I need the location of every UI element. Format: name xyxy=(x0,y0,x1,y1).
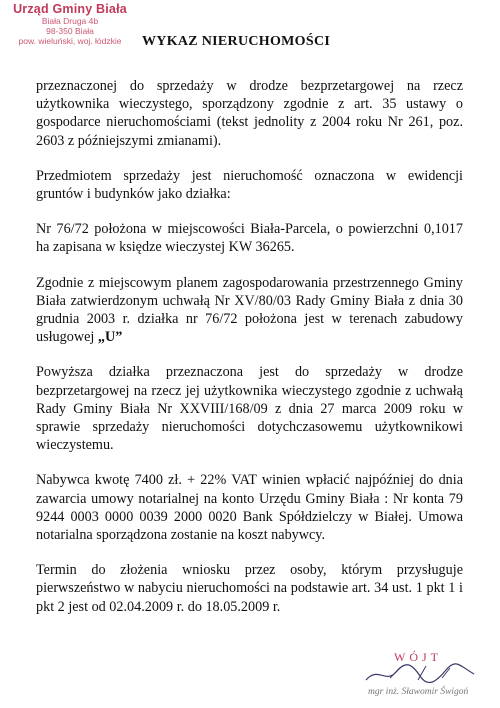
paragraph-payment: Nabywca kwotę 7400 zł. + 22% VAT winien wpłacić najpóźniej do dnia zawarcia umowy notarialnej na konto Urzędu Gminy Biała : Nr konta 79 9244 0003 0000 0039 2000 0020 Bank Spółdzielczy w Białej. Umowa notarialna sporządzona zostanie na koszt nabywcy. xyxy=(36,472,463,544)
paragraph-purpose: przeznaczonej do sprzedaży w drodze bezprzetargowej na rzecz użytkownika wieczystego, sporządzony zgodnie z art. 35 ustawy o gospodarce nieruchomościami (tekst jednolity z 2004 roku Nr 261, poz. 2603 z późniejszymi zmianami). xyxy=(36,78,463,149)
paragraph-subject: Przedmiotem sprzedaży jest nieruchomość oznaczona w ewidencji gruntów i budynków jako działka: xyxy=(36,167,463,203)
stamp-office-name: Urząd Gminy Biała xyxy=(13,2,127,16)
stamp-county: pow. wieluński, woj. łódzkie xyxy=(18,36,122,46)
signature-block xyxy=(360,640,496,702)
paragraph-deadline: Termin do złożenia wniosku przez osoby, którym przysługuje pierwszeństwo w nabyciu nieruchomości na podstawie art. 34 ust. 1 pkt 1 i pkt 2 jest od 02.04.2009 r. do 18.05.2009 r. xyxy=(36,562,463,615)
stamp-street: Biała Druga 4b xyxy=(41,16,99,26)
document-body xyxy=(36,77,463,616)
stamp-postcode-city: 98-350 Biała xyxy=(46,26,94,36)
paragraph-sale-basis: Powyższa działka przeznaczona jest do sprzedaży w drodze bezprzetargowej na rzecz jej użytkownika wieczystego zgodnie z uchwałą Rady Gminy Biała Nr XXVIII/168/09 z dnia 27 marca 2009 roku w sprawie sprzedaży nieruchomości dotychczasowemu użytkownikowi wieczystemu. xyxy=(36,364,463,454)
paragraph-zoning xyxy=(36,274,463,347)
paragraph-parcel: Nr 76/72 położona w miejscowości Biała-Parcela, o powierzchni 0,1017 ha zapisana w księdze wieczystej KW 36265. xyxy=(36,221,463,256)
document-title: WYKAZ NIERUCHOMOŚCI xyxy=(142,34,331,49)
signature-office: WÓJT xyxy=(394,650,442,664)
signatory-name: mgr inż. Sławomir Świgoń xyxy=(368,687,469,697)
handwritten-signature xyxy=(360,658,480,688)
zoning-text: Zgodnie z miejscowym planem zagospodarowania przestrzennego Gminy Biała zatwierdzonym uchwałą Nr XV/80/03 Rady Gminy Biała z dnia 30 grudnia 2003 r. działka nr 76/72 położona jest w terenach zabudowy usługowej xyxy=(36,274,463,346)
zoning-designation: „U” xyxy=(97,329,123,346)
office-stamp xyxy=(6,2,134,46)
